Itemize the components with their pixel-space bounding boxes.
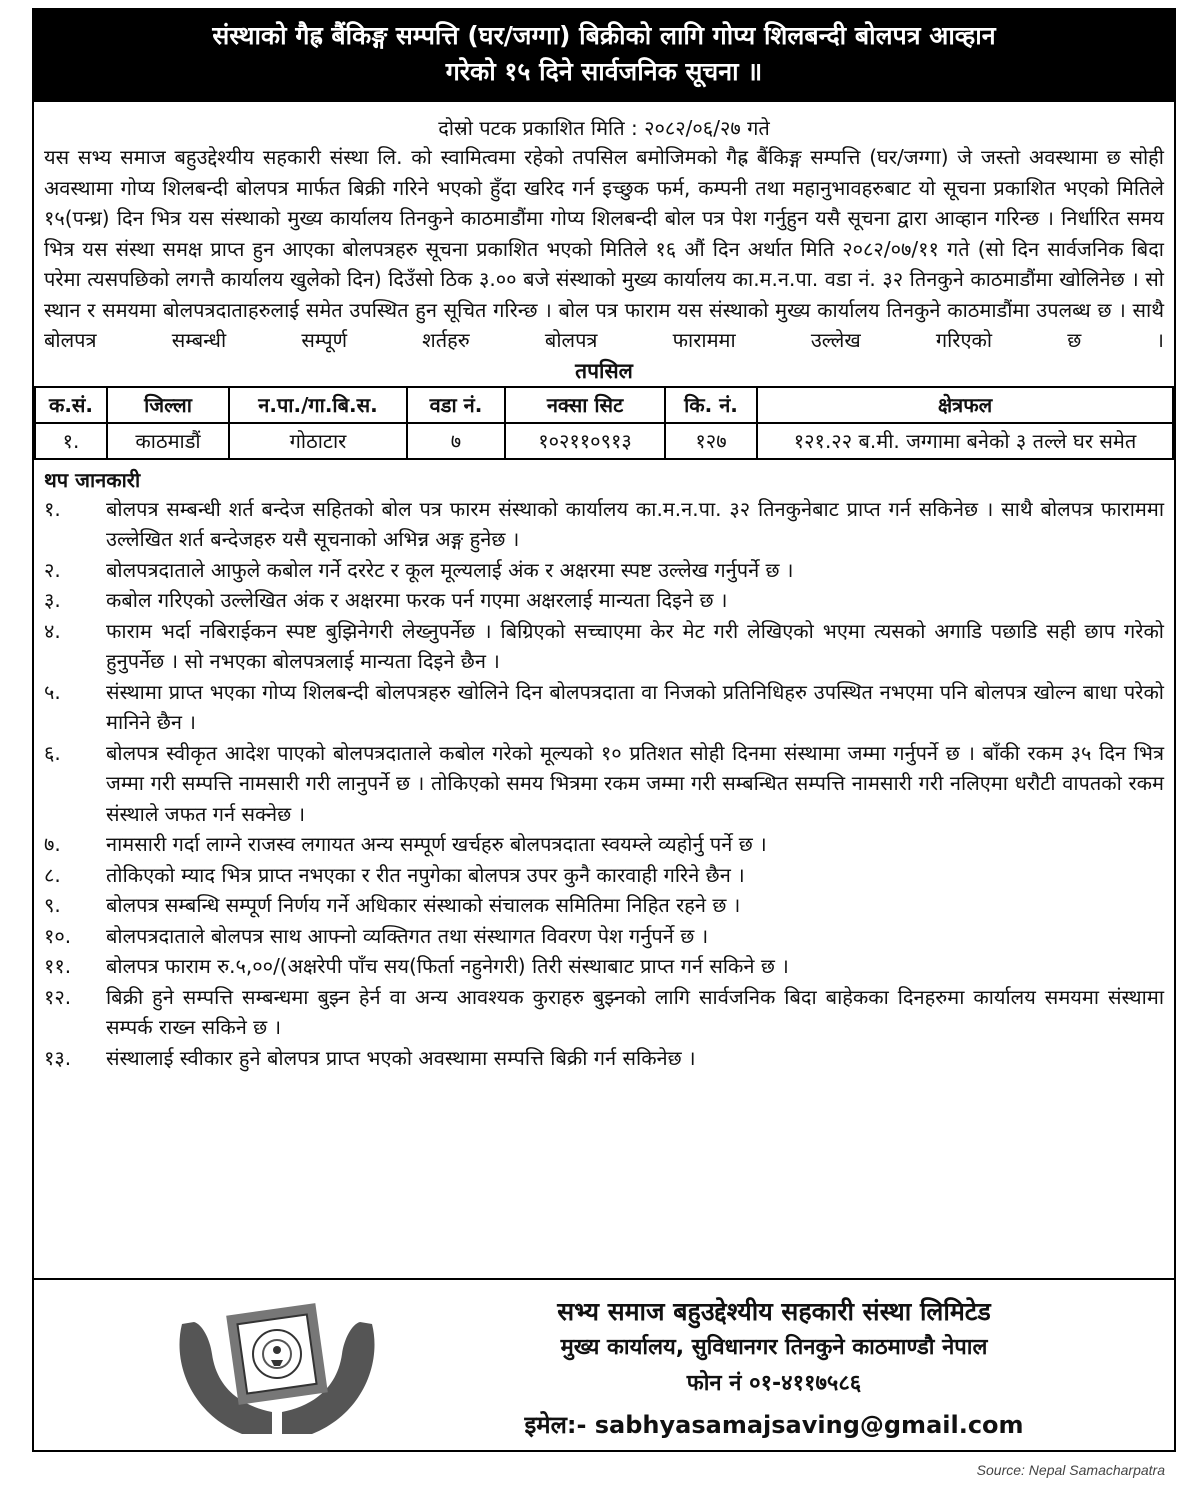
intro-paragraph [34, 142, 1174, 356]
organization-address: मुख्य कार्यालय, सुविधानगर तिनकुने काठमाण्डौ नेपाल [560, 1335, 988, 1360]
list-item [44, 890, 1164, 921]
item-number: १०. [44, 923, 72, 948]
item-text: संस्थालाई स्वीकार हुने बोलपत्र प्राप्त भएको अवस्थामा सम्पत्ति बिक्री गर्न सकिनेछ । [106, 1045, 696, 1070]
footer [34, 1280, 1174, 1452]
item-number: १३. [44, 1045, 72, 1070]
item-text: संस्थामा प्राप्त भएका गोप्य शिलबन्दी बोलपत्रहरु खोलिने दिन बोलपत्रदाता वा निजको प्रतिनिधिहरु उपस्थित नभएमा पनि बोलपत्र खोल्न बाधा परेको मानिने छैन । [106, 679, 1164, 734]
cell-map-sheet: १०२११०९१३ [505, 423, 665, 459]
item-number: ११. [44, 954, 72, 978]
extra-info-title: थप जानकारी [44, 467, 141, 492]
table-row [35, 423, 1173, 459]
schedule-title: तपसिल [575, 358, 633, 383]
item-text: फाराम भर्दा नबिराईकन स्पष्ट बुझिनेगरी लेख्नुपर्नेछ । बिग्रिएको सच्चाएमा केर मेट गरी लेखिएको भएमा त्यसको अगाडि पछाडि सही छाप गरेको हुनुपर्नेछ । सो नभएका बोलपत्रलाई मान्यता दिइने छैन । [106, 618, 1164, 673]
intro-text: यस सभ्य समाज बहुउद्देश्यीय सहकारी संस्था लि. को स्वामित्वमा रहेको तपसिल बमोजिमको गैह्र बैंकिङ्ग सम्पत्ति (घर/जग्गा) जे जस्तो अवस्थामा छ सोही अवस्थामा गोप्य शिलबन्दी बोलपत्र मार्फत बिक्री गरिने भएको हुँदा खरिद गर्न इच्छुक फर्म, कम्पनी तथा महानुभावहरुबाट यो सूचना प्रकाशित भएको मितिले १५(पन्ध्र) दिन भित्र यस संस्थाको मुख्य कार्यालय तिनकुने काठमाडौंमा गोप्य शिलबन्दी बोल पत्र पेश गर्नुहुन यसै सूचना द्वारा आव्हान गरिन्छ । निर्धारित समय भित्र यस संस्था समक्ष प्राप्त हुन आएका बोलपत्रहरु सूचना प्रकाशित भएको मितिले १६ औं दिन अर्थात मिति २०८२/०७/११ गते (सो दिन सार्वजनिक बिदा परेमा त्यसपछिको लगत्तै कार्यालय खुलेको दिन) दिउँसो ठिक ३.०० बजे संस्थाको मुख्य कार्यालय का.म.न.पा. वडा नं. ३२ तिनकुने काठमाडौंमा खोलिनेछ । सो स्थान र समयमा बोलपत्रदाताहरुलाई समेत उपस्थित हुन सूचित गरिन्छ । बोल पत्र फाराम यस संस्थाको मुख्य कार्यालय तिनकुने काठमाडौंमा उपलब्ध छ । साथै बोलपत्र सम्बन्धी सम्पूर्ण शर्तहरु बोलपत्र फाराममा उल्लेख गरिएको छ । [44, 145, 1164, 352]
cell-municipality: गोठाटार [229, 423, 407, 459]
item-number: ८. [44, 862, 61, 887]
organization-info [394, 1294, 1154, 1444]
item-number: ४. [44, 618, 61, 643]
item-text: बिक्री हुने सम्पत्ति सम्बन्धमा बुझ्न हेर्न वा अन्य आवश्यक कुराहरु बुझ्नको लागि सार्वजनिक बिदा बाहेकका दिनहरुमा कार्यालय समयमा संस्थामा सम्पर्क राख्न सकिने छ । [106, 984, 1164, 1039]
item-number: १२. [44, 984, 72, 1009]
item-number: ७. [44, 832, 61, 856]
cell-sn: १. [35, 423, 107, 459]
item-text: नामसारी गर्दा लाग्ने राजस्व लगायत अन्य सम्पूर्ण खर्चहरु बोलपत्रदाता स्वयम्ले व्यहोर्नु पर्ने छ । [106, 832, 767, 856]
item-text: बोलपत्रदाताले बोलपत्र साथ आफ्नो व्यक्तिगत तथा संस्थागत विवरण पेश गर्नुपर्ने छ । [106, 923, 709, 948]
list-item [44, 829, 1164, 860]
col-header-kitta: कि. नं. [665, 387, 757, 423]
col-header-ward: वडा नं. [407, 387, 505, 423]
organization-logo [172, 1294, 382, 1444]
organization-email-line [394, 1406, 1154, 1444]
item-number: १. [44, 496, 61, 521]
item-number: ९. [44, 893, 61, 917]
email-label: इमेल:- [524, 1411, 587, 1439]
item-text: बोलपत्र सम्बन्धी शर्त बन्देज सहितको बोल पत्र फारम संस्थाको कार्यालय का.म.न.पा. ३२ तिनकुनेबाट प्राप्त गर्न सकिनेछ । साथै बोलपत्र फाराममा उल्लेखित शर्त बन्देजहरु यसै सूचनाको अभिन्न अङ्ग हुनेछ । [106, 496, 1164, 551]
notice-box [32, 8, 1176, 1452]
header-line-2: गरेको १५ दिने सार्वजनिक सूचना ॥ [445, 57, 763, 86]
col-header-map-sheet: नक्सा सिट [505, 387, 665, 423]
item-number: ६. [44, 740, 61, 765]
list-item [44, 585, 1164, 616]
publish-date: दोस्रो पटक प्रकाशित मिति : २०८२/०६/२७ गते [438, 116, 770, 140]
list-item [44, 616, 1164, 677]
property-table [34, 386, 1174, 460]
list-item [44, 738, 1164, 830]
item-text: तोकिएको म्याद भित्र प्राप्त नभएका र रीत नपुगेका बोलपत्र उपर कुनै कारवाही गरिने छैन । [106, 862, 745, 887]
list-item [44, 951, 1164, 982]
list-item [44, 982, 1164, 1043]
list-item [44, 677, 1164, 738]
header-line-1: संस्थाको गैह्र बैंकिङ्ग सम्पत्ति (घर/जग्गा) बिक्रीको लागि गोप्य शिलबन्दी बोलपत्र आव्हान [212, 21, 996, 50]
cell-ward: ७ [407, 423, 505, 459]
item-text: बोलपत्र फाराम रु.५,००/(अक्षरेपी पाँच सय(फिर्ता नहुनेगरी) तिरी संस्थाबाट प्राप्त गर्न सकिने छ । [106, 954, 789, 978]
col-header-municipality: न.पा./गा.बि.स. [229, 387, 407, 423]
cell-kitta: १२७ [665, 423, 757, 459]
list-item [44, 1043, 1164, 1074]
item-text: बोलपत्र सम्बन्धि सम्पूर्ण निर्णय गर्ने अधिकार संस्थाको संचालक समितिमा निहित रहने छ । [106, 893, 741, 917]
list-item [44, 921, 1164, 952]
organization-name: सभ्य समाज बहुउद्देश्यीय सहकारी संस्था लिमिटेड [557, 1297, 991, 1326]
col-header-sn: क.सं. [35, 387, 107, 423]
list-item [44, 860, 1164, 891]
email-link[interactable]: sabhyasamajsaving@gmail.com [594, 1411, 1024, 1439]
cell-area: १२१.२२ ब.मी. जग्गामा बनेको ३ तल्ले घर समेत [757, 423, 1173, 459]
hands-logo-icon [172, 1294, 382, 1444]
col-header-area: क्षेत्रफल [757, 387, 1173, 423]
list-item [44, 494, 1164, 555]
col-header-district: जिल्ला [107, 387, 229, 423]
item-number: २. [44, 557, 61, 582]
list-item [44, 555, 1164, 586]
notice-header [34, 10, 1174, 102]
extra-info-list [34, 494, 1174, 1074]
item-text: कबोल गरिएको उल्लेखित अंक र अक्षरमा फरक पर्न गएमा अक्षरलाई मान्यता दिइने छ । [106, 588, 728, 612]
item-text: बोलपत्रदाताले आफुले कबोल गर्ने दररेट र कूल मूल्यलाई अंक र अक्षरमा स्पष्ट उल्लेख गर्नुपर्ने छ । [106, 557, 794, 582]
source-credit: Source: Nepal Samacharpatra [976, 1462, 1165, 1478]
item-number: ५. [44, 679, 61, 704]
cell-district: काठमाडौं [107, 423, 229, 459]
item-text: बोलपत्र स्वीकृत आदेश पाएको बोलपत्रदाताले कबोल गरेको मूल्यको १० प्रतिशत सोही दिनमा संस्थामा जम्मा गर्नुपर्ने छ । बाँकी रकम ३५ दिन भित्र जम्मा गरी सम्पत्ति नामसारी गरी लानुपर्ने छ । तोकिएको समय भित्रमा रकम जम्मा गरी सम्बन्धित सम्पत्ति नामसारी गरी नलिएमा धरौटी वापतको रकम संस्थाले जफत गर्न सक्नेछ । [106, 740, 1164, 826]
organization-phone: फोन नं ०१-४११७५८६ [686, 1371, 862, 1396]
item-number: ३. [44, 588, 61, 612]
table-header-row [35, 387, 1173, 423]
